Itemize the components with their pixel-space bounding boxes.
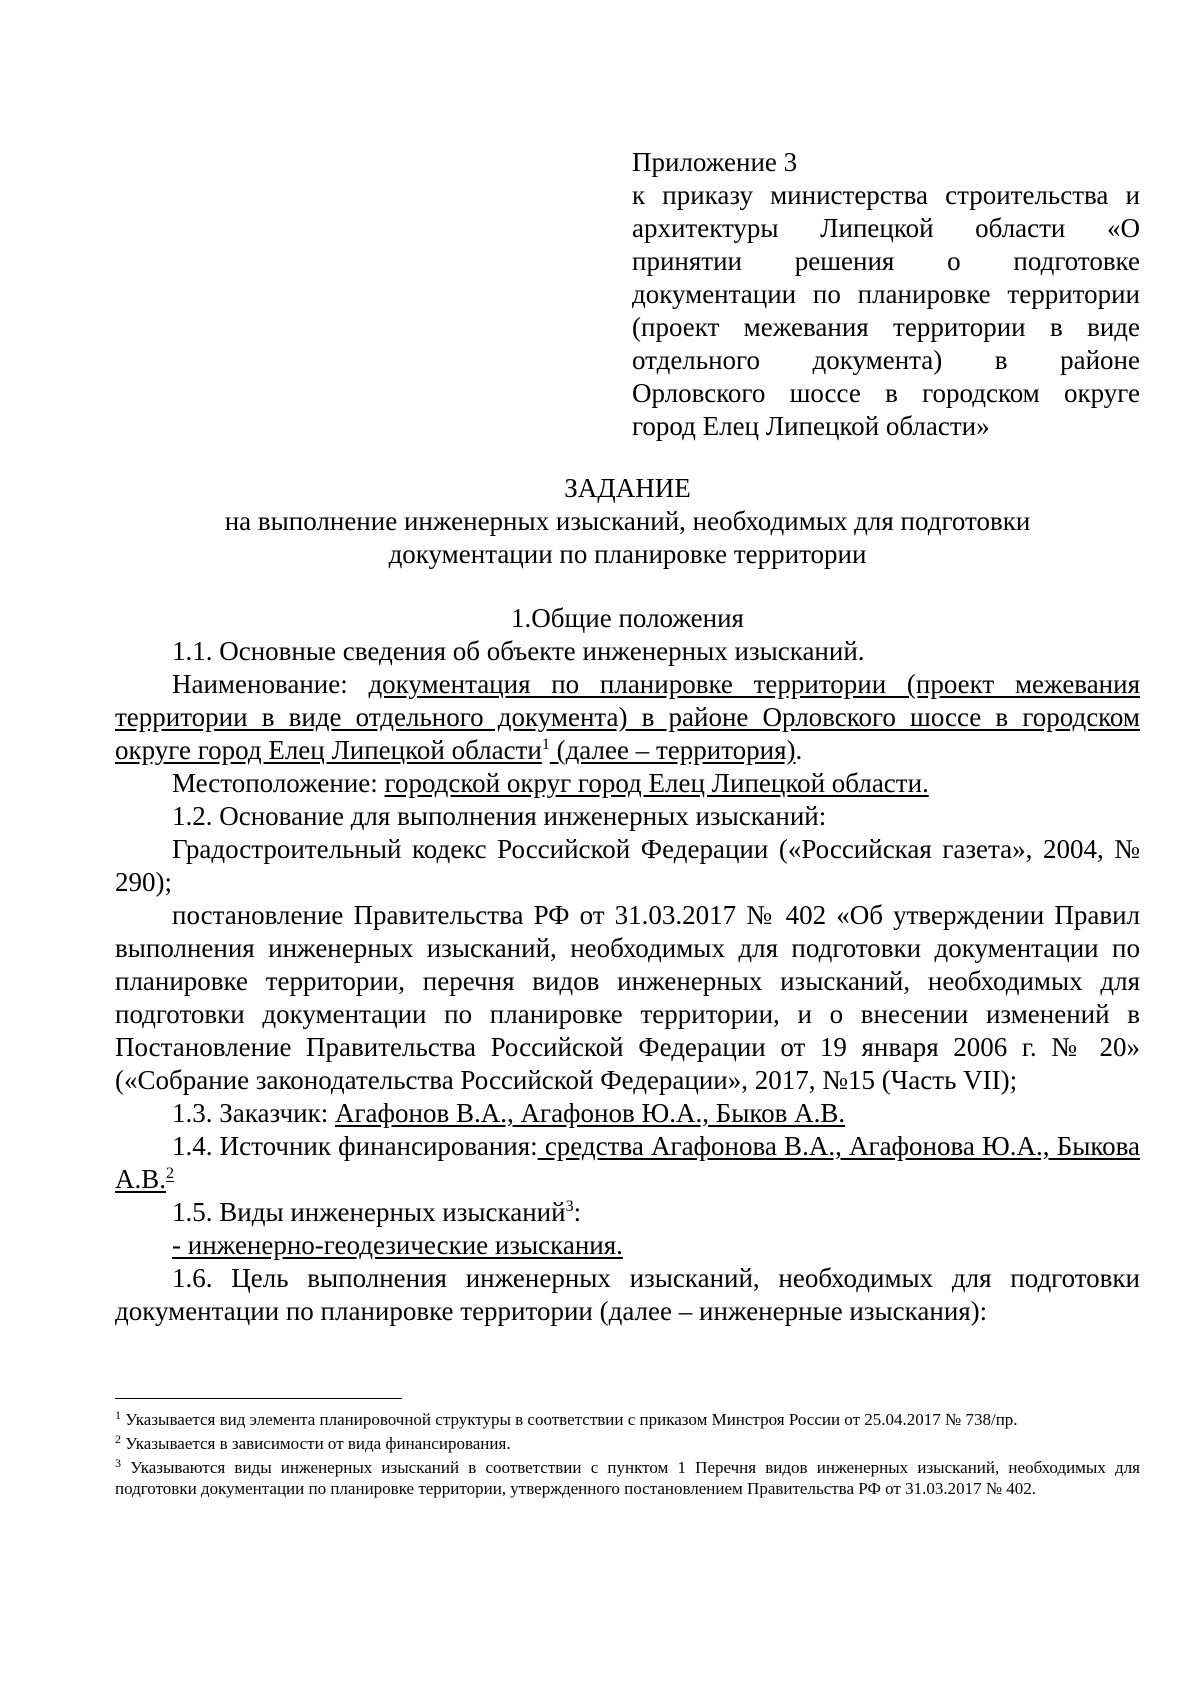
title-heading: ЗАДАНИЕ (564, 473, 691, 503)
paragraph-1-2: 1.2. Основание для выполнения инженерных изысканий: (172, 801, 827, 831)
name-value: документация по планировке территории (проект межевания территории в виде отдельного документа) в районе Орловского шоссе в городском округе город Елец Липецкой области (115, 669, 1140, 765)
appendix-order-reference: к приказу министерства строительства и архитектуры Липецкой области «О принятии решения о подготовке документации по планировке территории (проект межевания территории в виде отдельного документа) в районе Орловского шоссе в городском округе город Елец Липецкой области» (632, 180, 1140, 441)
location-label: Местоположение: (172, 768, 385, 798)
footnote-ref-1: 1 (541, 736, 550, 753)
footnote-separator (115, 1398, 402, 1399)
basis-item-2: постановление Правительства РФ от 31.03.2017 № 402 «Об утверждении Правил выполнения инженерных изысканий, необходимых для подготовки документации по планировке территории, перечня видов инженерных изысканий, необходимых для подготовки документации по планировке территории, и о внесении изменений в Постановление Правительства Российской Федерации от 19 января 2006 г. № 20» («Собрание законодательства Российской Федерации», 2017, №15 (Часть VII); (115, 900, 1140, 1095)
name-end: . (795, 735, 803, 765)
footnote-2-text: Указывается в зависимости от вида финансирования. (121, 1434, 511, 1453)
name-tail: (далее – территория) (549, 735, 796, 765)
paragraph-survey-types (115, 1196, 1140, 1229)
appendix-number: Приложение 3 (632, 147, 798, 177)
paragraph-customer (115, 1097, 1140, 1130)
footnotes (115, 1409, 1140, 1502)
document-title (115, 472, 1140, 571)
appendix-block (632, 146, 1140, 443)
document-body (115, 602, 1140, 1328)
footnote-1-mark: 1 (115, 1408, 121, 1422)
customer-value: Агафонов В.А., Агафонов Ю.А., Быков А.В. (334, 1098, 846, 1128)
paragraph-1-6: 1.6. Цель выполнения инженерных изысканий, необходимых для подготовки документации по планировке территории (далее – инженерные изыскания): (115, 1263, 1140, 1326)
footnote-ref-2: 2 (166, 1165, 175, 1182)
footnote-ref-3: 3 (565, 1198, 574, 1215)
name-label: Наименование: (172, 669, 369, 699)
funding-label: 1.4. Источник финансирования: (172, 1131, 538, 1161)
footnote-3-text: Указываются виды инженерных изысканий в соответствии с пунктом 1 Перечня видов инженерных изысканий, необходимых для подготовки документации по планировке территории, утвержденного постановлением Правительства РФ от 31.03.2017 № 402. (115, 1458, 1140, 1498)
paragraph-survey-types-value (115, 1229, 1140, 1262)
paragraph-funding (115, 1130, 1140, 1196)
types-label: 1.5. Виды инженерных изысканий (172, 1197, 566, 1227)
paragraph-1-1: 1.1. Основные сведения об объекте инженерных изысканий. (172, 636, 865, 666)
footnote-2 (115, 1433, 1140, 1454)
footnote-3-mark: 3 (115, 1456, 121, 1470)
footnote-1 (115, 1409, 1140, 1430)
footnote-2-mark: 2 (115, 1432, 121, 1446)
funding-value: средства Агафонова В.А., Агафонова Ю.А., Быкова А.В. (115, 1131, 1140, 1194)
title-subtitle-line-2: документации по планировке территории (388, 539, 867, 569)
types-value: - инженерно-геодезические изыскания. (172, 1230, 623, 1260)
customer-label: 1.3. Заказчик: (172, 1098, 335, 1128)
title-subtitle-line-1: на выполнение инженерных изысканий, необходимых для подготовки (224, 506, 1031, 536)
location-value: городской округ город Елец Липецкой области. (384, 768, 929, 798)
paragraph-name (115, 668, 1140, 767)
types-colon: : (573, 1197, 582, 1227)
paragraph-location (115, 767, 1140, 800)
section-heading: 1.Общие положения (511, 603, 744, 633)
footnote-1-text: Указывается вид элемента планировочной структуры в соответствии с приказом Минстроя России от 25.04.2017 № 738/пр. (121, 1410, 1018, 1429)
basis-item-1: Градостроительный кодекс Российской Федерации («Российская газета», 2004, № 290); (115, 834, 1140, 897)
footnote-3 (115, 1457, 1140, 1499)
